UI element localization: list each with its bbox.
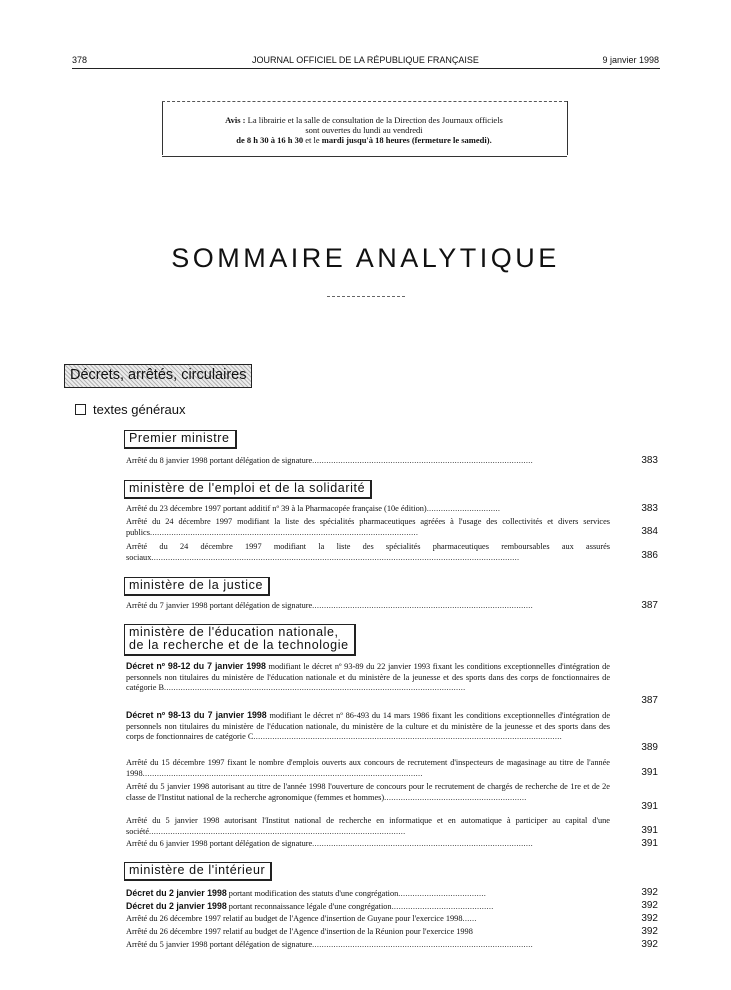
- page-ref: 392: [641, 887, 658, 898]
- page-ref: 383: [641, 503, 658, 514]
- checkbox-square-icon: [75, 404, 86, 415]
- entry-interieur-3: Arrêté du 26 décembre 1997 relatif au budget de l'Agence d'insertion de Guyane pour l'exercice 1998......: [126, 914, 477, 923]
- entry-interieur-2: Décret du 2 janvier 1998 portant reconnaissance légale d'une congrégation...........................................: [126, 901, 494, 911]
- page-ref: 387: [641, 600, 658, 611]
- entry-interieur-1: Décret du 2 janvier 1998 portant modification des statuts d'une congrégation.....................................: [126, 888, 487, 898]
- entry-education-3: Arrêté du 15 décembre 1997 fixant le nombre d'emplois ouverts aux concours de recrutement d'inspecteurs de magasinage au titre de l'année 1998......................................................................................................................: [126, 758, 610, 778]
- page-ref: 392: [641, 926, 658, 937]
- notice-text: [172, 115, 556, 145]
- chapter-heading: Décrets, arrêtés, circulaires: [64, 364, 252, 388]
- notice-box-bottom-border: [162, 156, 567, 157]
- notice-hours: de 8 h 30 à 16 h 30: [236, 135, 304, 145]
- ministry-heading-justice: ministère de la justice: [124, 577, 270, 596]
- journal-title: JOURNAL OFFICIEL DE LA RÉPUBLIQUE FRANÇAISE: [252, 55, 479, 65]
- entry-emploi-3: Arrêté du 24 décembre 1997 modifiant la liste des spécialités pharmaceutiques remboursables aux assurés sociaux...........................................................................................................................................................: [126, 542, 610, 562]
- entry-emploi-1: Arrêté du 23 décembre 1997 portant additif nº 39 à la Pharmacopée française (10e édition)...............................: [126, 504, 501, 513]
- entry-emploi-2: Arrêté du 24 décembre 1997 modifiant la liste des spécialités pharmaceutiques agréées à l'usage des collectivités et divers services publics.................................................................................................................: [126, 517, 610, 537]
- entry-education-5: Arrêté du 5 janvier 1998 autorisant l'Institut national de recherche en informatique et en automatique à participer au capital d'une société............................................................................................................: [126, 816, 610, 836]
- entry-education-4: Arrêté du 5 janvier 1998 autorisant au titre de l'année 1998 l'ouverture de concours pour le recrutement de chargés de recherche de 1re et de 2e classe de l'Institut national de la recherche agronomique (femmes et hommes)............................................................: [126, 782, 610, 802]
- entry-education-2: Décret nº 98-13 du 7 janvier 1998 modifiant le décret nº 86-493 du 14 mars 1986 fixant les conditions exceptionnelles d'intégration de personnels non titulaires du ministère de l'éducation nationale, du ministère de la culture et du ministère de la jeunesse et des sports dans des corps de fonctionnaires de catégorie C..................................................................................................................................: [126, 710, 610, 742]
- notice-box-top-border: [162, 101, 567, 102]
- notice-line-2: sont ouvertes du lundi au vendredi: [305, 125, 423, 135]
- page-ref: 392: [641, 939, 658, 950]
- notice-tuesday: mardi jusqu'à 18 heures (fermeture le samedi).: [321, 135, 492, 145]
- entry-education-6: Arrêté du 6 janvier 1998 portant délégation de signature.............................................................................................: [126, 839, 533, 848]
- ministry-heading-premier: Premier ministre: [124, 430, 237, 449]
- entry-premier-1: Arrêté du 8 janvier 1998 portant délégation de signature.............................................................................................: [126, 456, 533, 465]
- page-ref: 384: [641, 526, 658, 537]
- page-ref: 391: [641, 838, 658, 849]
- ministry-heading-education: ministère de l'éducation nationale, de la recherche et de la technologie: [124, 624, 356, 656]
- page-ref: 391: [641, 767, 658, 778]
- page-ref: 387: [641, 695, 658, 706]
- page-ref: 392: [641, 900, 658, 911]
- page-number: 378: [72, 55, 88, 65]
- page-ref: 383: [641, 455, 658, 466]
- ministry-heading-emploi: ministère de l'emploi et de la solidarité: [124, 480, 372, 499]
- entry-interieur-4: Arrêté du 26 décembre 1997 relatif au budget de l'Agence d'insertion de la Réunion pour l'exercice 1998: [126, 927, 473, 936]
- page-ref: 386: [641, 550, 658, 561]
- entry-justice-1: Arrêté du 7 janvier 1998 portant délégation de signature.............................................................................................: [126, 601, 533, 610]
- notice-line-1: La librairie et la salle de consultation de la Direction des Journaux officiels: [245, 115, 503, 125]
- page-title: SOMMAIRE ANALYTIQUE: [171, 243, 560, 273]
- issue-date: 9 janvier 1998: [602, 55, 659, 65]
- notice-avis-label: Avis :: [225, 115, 246, 125]
- page-ref: 389: [641, 742, 658, 753]
- section-heading: [75, 402, 186, 417]
- page-ref: 392: [641, 913, 658, 924]
- entry-interieur-5: Arrêté du 5 janvier 1998 portant délégation de signature.............................................................................................: [126, 940, 533, 949]
- header-rule: [72, 68, 660, 69]
- entry-education-1: Décret nº 98-12 du 7 janvier 1998 modifiant le décret nº 93-89 du 22 janvier 1993 fixant les conditions exceptionnelles d'intégration de personnels non titulaires du ministère de l'éducation nationale et du ministère de la jeunesse et des sports dans des corps de fonctionnaires de catégorie B...............................................................................................................................: [126, 661, 610, 693]
- page-ref: 391: [641, 825, 658, 836]
- ministry-heading-interieur: ministère de l'intérieur: [124, 862, 272, 881]
- section-label: textes généraux: [93, 402, 186, 417]
- page-ref: 391: [641, 801, 658, 812]
- title-rule: [327, 296, 405, 297]
- notice-conj: et le: [303, 135, 322, 145]
